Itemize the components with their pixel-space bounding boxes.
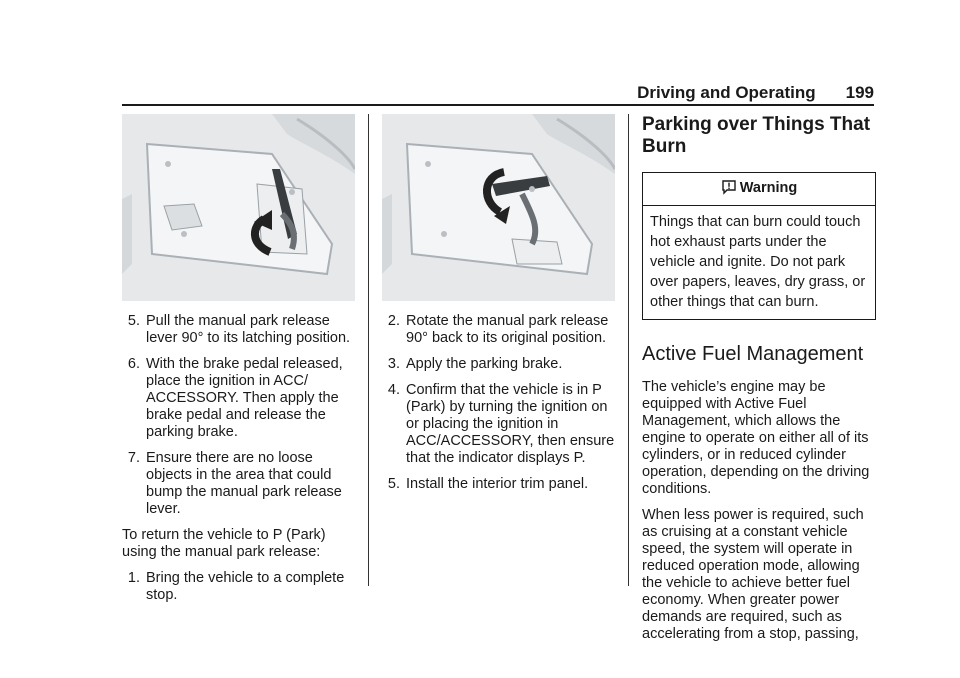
list-item: 1. Bring the vehicle to a complete stop. bbox=[127, 570, 345, 603]
list-item: 5. Pull the manual park release lever 90° to its latching position. bbox=[127, 313, 351, 346]
steps-list-col1 bbox=[122, 313, 355, 518]
warning-icon bbox=[721, 179, 737, 200]
list-item: 5. Install the interior trim panel. bbox=[387, 476, 589, 492]
list-item: 6. With the brake pedal released, place the ignition in ACC/ ACCESSORY. Then apply the brake pedal and release the parking brake. bbox=[127, 356, 343, 440]
section-title: Driving and Operating bbox=[637, 83, 816, 102]
afm-paragraph-1: The vehicle’s engine may be equipped with Active Fuel Management, which allows the engine to operate on either all of its cylinders, or in reduced cylinder operation, depending on the driving conditions. bbox=[642, 379, 870, 497]
list-item: 2. Rotate the manual park release 90° back to its original position. bbox=[387, 313, 609, 346]
return-to-park-intro: To return the vehicle to P (Park) using the manual park release: bbox=[122, 527, 326, 560]
warning-header bbox=[643, 173, 875, 206]
steps-list-col1-after bbox=[122, 570, 355, 604]
list-item: 7. Ensure there are no loose objects in the area that could bump the manual park release lever. bbox=[127, 450, 342, 517]
warning-body: Things that can burn could touch hot exhaust parts under the vehicle and ignite. Do not park over papers, leaves, dry grass, or other things that can burn. bbox=[650, 214, 866, 310]
header-rule bbox=[122, 104, 874, 106]
page-number: 199 bbox=[845, 83, 874, 102]
column-1 bbox=[122, 114, 355, 613]
list-item: 3. Apply the parking brake. bbox=[387, 356, 563, 372]
warning-title: Warning bbox=[739, 180, 798, 196]
section-heading-active-fuel-management: Active Fuel Management bbox=[642, 343, 864, 365]
column-3 bbox=[642, 114, 876, 652]
section-heading-parking-over-things: Parking over Things That Burn bbox=[642, 114, 871, 157]
release-lever-return-illustration bbox=[382, 114, 615, 301]
afm-paragraph-2: When less power is required, such as cruising at a constant vehicle speed, the system will operate in reduced operation mode, allowing the vehicle to achieve better fuel economy. When greater power demands are required, such as accelerating from a stop, passing, bbox=[642, 507, 864, 642]
column-divider-2 bbox=[628, 114, 629, 586]
release-lever-latch-illustration bbox=[122, 114, 355, 301]
column-2 bbox=[382, 114, 615, 502]
column-divider-1 bbox=[368, 114, 369, 586]
warning-box bbox=[642, 172, 876, 320]
list-item: 4. Confirm that the vehicle is in P (Park) by turning the ignition on or placing the ignition in ACC/ACCESSORY, then ensure that the indicator displays P. bbox=[387, 382, 615, 466]
page-header bbox=[122, 83, 874, 103]
steps-list-col2 bbox=[382, 313, 615, 493]
